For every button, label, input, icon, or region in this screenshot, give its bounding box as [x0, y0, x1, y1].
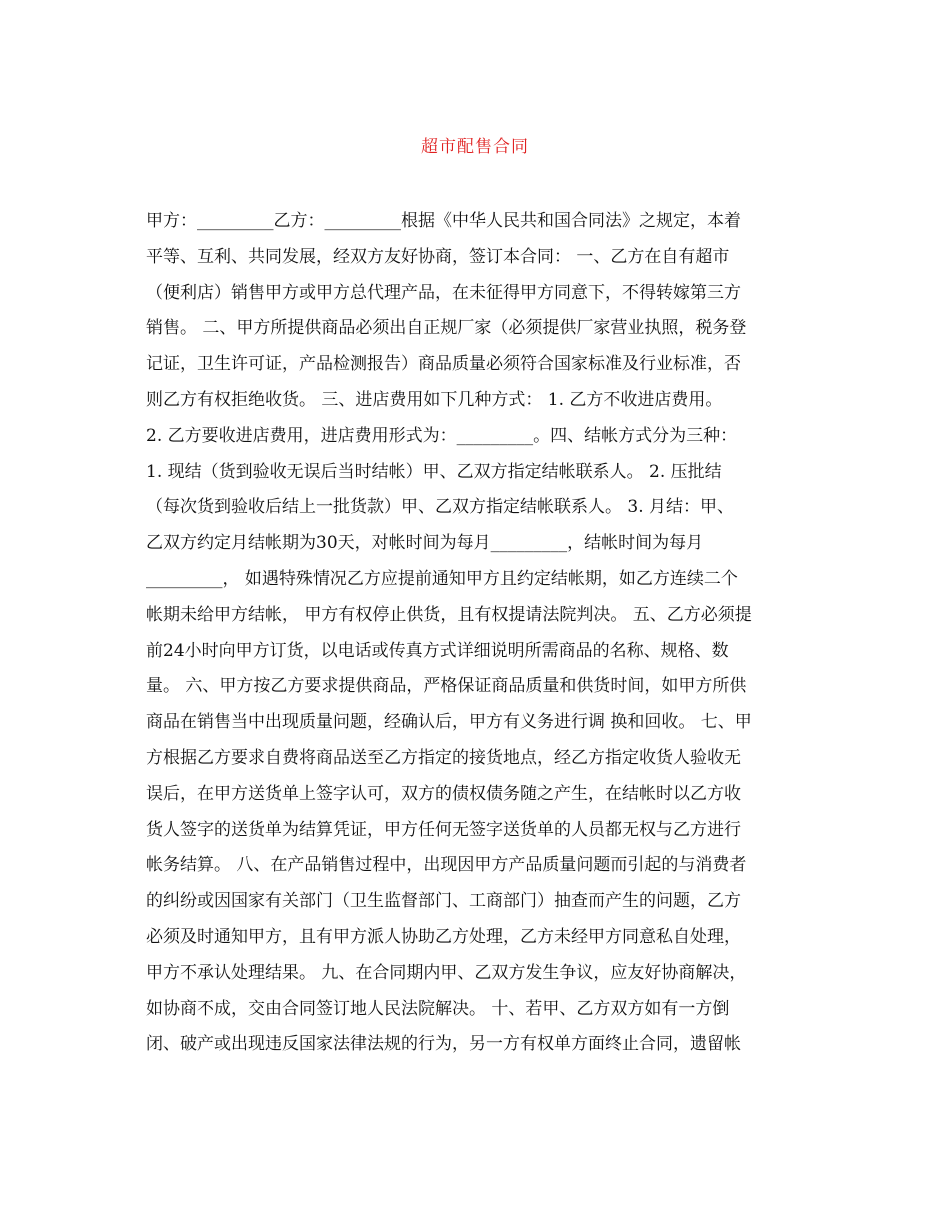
body-line: 则乙方有权拒绝收货。 三、进店费用如下几种方式： 1. 乙方不收进店费用。: [146, 389, 723, 410]
body-line: 甲方：_________乙方：_________根据《中华人民共和国合同法》之规定，本着: [146, 211, 741, 231]
body-line: 必须及时通知甲方，且有甲方派人协助乙方处理，乙方未经甲方同意私自处理，: [146, 926, 741, 947]
document-title: 超市配售合同: [421, 137, 529, 157]
body-line: 帐期未给甲方结帐， 甲方有权停止供货，且有权提请法院判决。 五、乙方必须提: [146, 604, 752, 625]
body-line: 1. 现结（货到验收无误后当时结帐）甲、乙双方指定结帐联系人。 2. 压批结: [146, 461, 722, 482]
body-line: 记证，卫生许可证，产品检测报告）商品质量必须符合国家标准及行业标准，否: [146, 354, 741, 375]
body-line: 2. 乙方要收进店费用，进店费用形式为：_________。四、结帐方式分为三种：: [146, 425, 738, 446]
body-line: 量。 六、甲方按乙方要求提供商品，严格保证商品质量和供货时间，如甲方所供: [146, 676, 747, 697]
body-line: 销售。 二、甲方所提供商品必须出自正规厂家（必须提供厂家营业执照，税务登: [146, 318, 747, 339]
body-line: 帐务结算。 八、在产品销售过程中，出现因甲方产品质量问题而引起的与消费者: [146, 855, 747, 876]
body-line: 误后，在甲方送货单上签字认可，双方的债权债务随之产生，在结帐时以乙方收: [146, 783, 741, 804]
body-line: 的纠纷或因国家有关部门（卫生监督部门、工商部门）抽查而产生的问题，乙方: [146, 891, 741, 912]
body-line: （便利店）销售甲方或甲方总代理产品，在未征得甲方同意下，不得转嫁第三方: [146, 282, 741, 303]
body-line: 如协商不成，交由合同签订地人民法院解决。 十、若甲、乙方双方如有一方倒: [146, 998, 730, 1019]
body-line: 甲方不承认处理结果。 九、在合同期内甲、乙双方发生争议，应友好协商解决，: [146, 962, 747, 983]
body-line: 货人签字的送货单为结算凭证，甲方任何无签字送货单的人员都无权与乙方进行: [146, 819, 741, 840]
body-line: 前24小时向甲方订货，以电话或传真方式详细说明所需商品的名称、规格、数: [146, 640, 729, 661]
body-line: 闭、破产或出现违反国家法律法规的行为，另一方有权单方面终止合同，遗留帐: [146, 1034, 741, 1055]
body-line: 平等、互利、共同发展，经双方友好协商，签订本合同： 一、乙方在自有超市: [146, 246, 730, 267]
body-line: _________， 如遇特殊情况乙方应提前通知甲方且约定结帐期，如乙方连续二个: [146, 568, 738, 589]
body-line: 商品在销售当中出现质量问题，经确认后，甲方有义务进行调 换和回收。 七、甲: [146, 712, 752, 733]
contract-body: [146, 204, 816, 1063]
body-line: （每次货到验收后结上一批货款）甲、乙双方指定结帐联系人。 3. 月结：甲、: [146, 497, 735, 518]
body-line: 乙双方约定月结帐期为30天，对帐时间为每月_________，结帐时间为每月: [146, 533, 704, 554]
body-line: 方根据乙方要求自费将商品送至乙方指定的接货地点，经乙方指定收货人验收无: [146, 747, 741, 768]
